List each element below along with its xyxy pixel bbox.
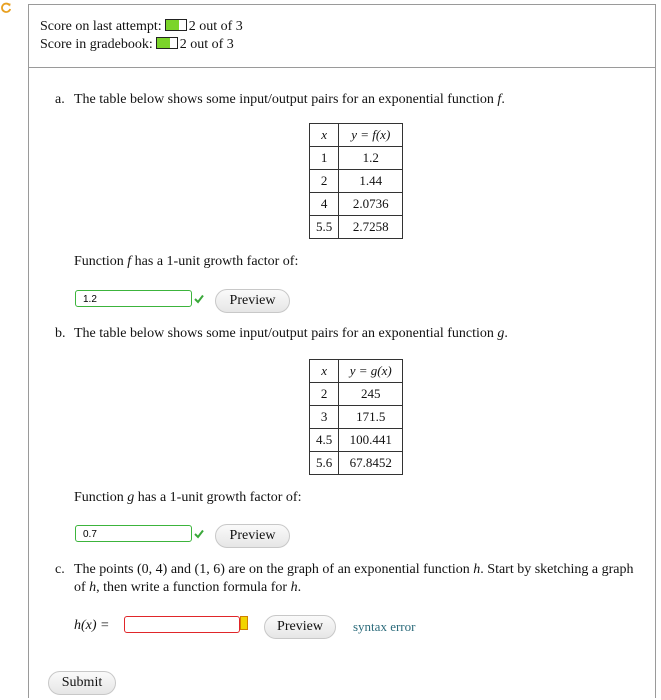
table-header-y: y = f(x) xyxy=(339,124,403,147)
part-b-table xyxy=(309,359,403,475)
part-c-line1-fn: h xyxy=(473,562,481,577)
submit-button[interactable]: Submit xyxy=(48,671,116,695)
table-cell-x: 5.6 xyxy=(310,452,339,475)
table-header-row xyxy=(310,124,403,147)
score-box xyxy=(29,5,655,68)
table-row xyxy=(310,406,403,429)
table-row xyxy=(310,452,403,475)
part-a-period: . xyxy=(501,92,505,107)
part-a-answer-input[interactable]: 1.2 xyxy=(75,290,192,307)
part-a-table xyxy=(309,123,403,239)
table-cell-x: 1 xyxy=(310,147,339,170)
part-a-question-text: Function xyxy=(74,254,128,269)
table-cell-y: 2.7258 xyxy=(339,216,403,239)
checkmark-icon xyxy=(194,529,204,539)
part-c-letter: c. xyxy=(55,562,65,577)
part-a-prompt xyxy=(74,91,505,109)
part-b-question-fn: g xyxy=(127,490,135,505)
part-b-prompt-text: The table below shows some input/output pairs for an exponential function xyxy=(74,326,498,341)
part-a-question-rest: has a 1-unit growth factor of: xyxy=(131,254,299,269)
table-cell-y: 67.8452 xyxy=(339,452,403,475)
table-cell-x: 2 xyxy=(310,170,339,193)
checkmark-icon xyxy=(194,294,204,304)
part-b-question-text: Function xyxy=(74,490,128,505)
score-last-bar xyxy=(165,19,187,31)
table-cell-y: 1.2 xyxy=(339,147,403,170)
score-last-value: 2 out of 3 xyxy=(188,19,243,34)
table-header-y: y = g(x) xyxy=(339,360,403,383)
score-last-bar-fill xyxy=(166,20,179,30)
table-header-x: x xyxy=(310,124,339,147)
part-c-answer-input[interactable] xyxy=(124,616,240,633)
table-header-row xyxy=(310,360,403,383)
table-row xyxy=(310,193,403,216)
score-gradebook-bar xyxy=(156,37,178,49)
table-cell-y: 1.44 xyxy=(339,170,403,193)
table-cell-x: 4.5 xyxy=(310,429,339,452)
part-a-letter: a. xyxy=(55,92,65,107)
part-c-line2-fn: h xyxy=(89,580,97,595)
score-gradebook-value: 2 out of 3 xyxy=(179,37,234,52)
part-b-preview-button[interactable]: Preview xyxy=(215,524,290,548)
score-gradebook xyxy=(40,36,234,54)
part-c-line1-rest: . Start by sketching a graph xyxy=(480,562,634,577)
part-c-line2-text: of xyxy=(74,580,90,595)
part-c-prompt-line2 xyxy=(74,579,301,597)
table-header-x: x xyxy=(310,360,339,383)
part-c-line2-fn2: h xyxy=(290,580,298,595)
part-c-preview-button[interactable]: Preview xyxy=(264,615,336,639)
part-b-answer-input[interactable]: 0.7 xyxy=(75,525,192,542)
table-cell-x: 3 xyxy=(310,406,339,429)
table-row xyxy=(310,429,403,452)
part-c-line2-end: . xyxy=(297,580,302,595)
error-marker-icon xyxy=(240,616,248,630)
part-c-line2-mid: , then write a function formula for xyxy=(96,580,291,595)
part-b-letter: b. xyxy=(55,326,66,341)
table-cell-y: 2.0736 xyxy=(339,193,403,216)
score-last-label: Score on last attempt: xyxy=(40,19,162,34)
table-cell-y: 245 xyxy=(339,383,403,406)
part-b-question xyxy=(74,489,301,507)
part-b-period: . xyxy=(504,326,508,341)
table-row xyxy=(310,147,403,170)
table-cell-x: 5.5 xyxy=(310,216,339,239)
part-a-question xyxy=(74,253,298,271)
part-a-fn: f xyxy=(497,92,502,107)
question-frame xyxy=(28,4,656,698)
part-a-question-fn: f xyxy=(127,254,132,269)
score-gradebook-label: Score in gradebook: xyxy=(40,37,153,52)
table-row xyxy=(310,170,403,193)
table-cell-y: 100.441 xyxy=(339,429,403,452)
refresh-icon[interactable] xyxy=(0,2,12,14)
part-a-preview-button[interactable]: Preview xyxy=(215,289,290,313)
table-cell-y: 171.5 xyxy=(339,406,403,429)
syntax-error-status: syntax error xyxy=(353,619,416,634)
part-b-question-rest: has a 1-unit growth factor of: xyxy=(134,490,302,505)
table-row xyxy=(310,383,403,406)
score-gradebook-bar-fill xyxy=(157,38,170,48)
part-a-prompt-text: The table below shows some input/output pairs for an exponential function xyxy=(74,92,498,107)
part-b-prompt xyxy=(74,325,508,343)
table-cell-x: 2 xyxy=(310,383,339,406)
part-c-label: h(x) = xyxy=(74,618,110,633)
table-cell-x: 4 xyxy=(310,193,339,216)
part-c-line1-text: The points (0, 4) and (1, 6) are on the graph of an exponential function xyxy=(74,562,474,577)
part-b-fn: g xyxy=(497,326,505,341)
table-row xyxy=(310,216,403,239)
part-c-prompt-line1 xyxy=(74,561,633,579)
score-last-attempt xyxy=(40,18,243,36)
